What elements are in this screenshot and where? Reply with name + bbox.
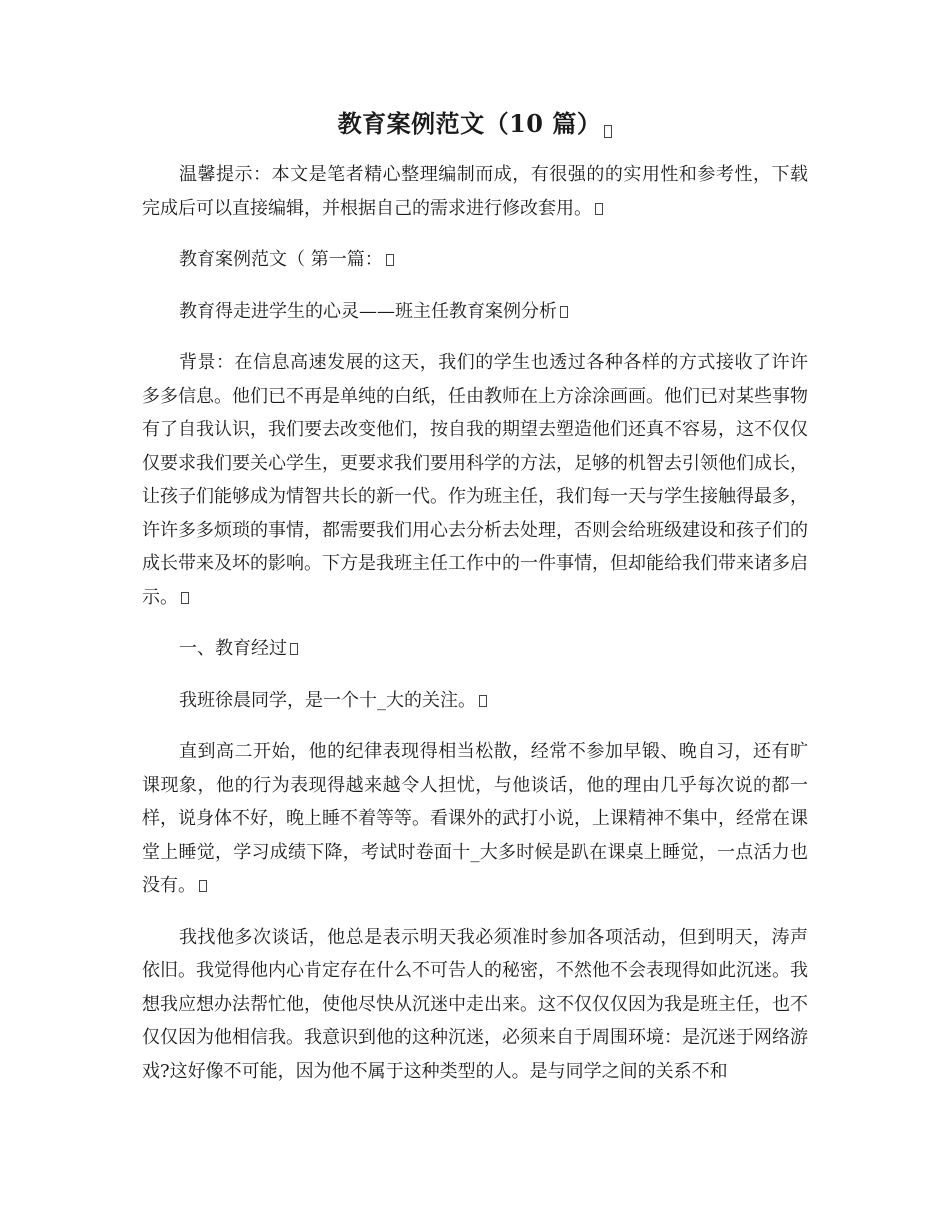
- document-title: [0, 104, 950, 139]
- paragraph-mark-icon: [479, 695, 487, 707]
- paragraph-mark-icon: [199, 880, 207, 892]
- paragraph-mark-icon: [386, 254, 394, 266]
- talk-paragraph: 我找他多次谈话，他总是表示明天我必须准时参加各项活动，但到明天，涛声依旧。我觉得他内心肯定存在什么不可告人的秘密，不然他不会表现得如此沉迷。我想我应想办法帮忙他，使他尽快从沉迷中走出来。这不仅仅仅因为我是班主任，也不仅仅因为他相信我。我意识到他的这种沉迷，必须来自于周围环境：是沉迷于网络游戏?这好像不可能，因为他不属于这种类型的人。是与同学之间的关系不和: [142, 926, 808, 1082]
- paragraph-mark-icon: [290, 643, 298, 655]
- student-intro-paragraph: 我班徐晨同学，是一个十_大的关注。: [142, 684, 808, 718]
- paragraph-mark-icon: [604, 125, 612, 138]
- background-paragraph: 背景：在信息高速发展的这天，我们的学生也透过各种各样的方式接收了许许多多信息。他们已不再是单纯的白纸，任由教师在上方涂涂画画。他们已对某些事物有了自我认识，我们要去改变他们，按自我的期望去塑造他们还真不容易，这不仅仅仅要求我们要关心学生，更要求我们要用科学的方法，足够的机智去引领他们成长，让孩子们能够成为情智共长的新一代。作为班主任，我们每一天与学生接触得最多，许许多多烦琐的事情，都需要我们用心去分析去处理，否则会给班级建设和孩子们的成长带来及坏的影响。下方是我班主任工作中的一件事情，但却能给我们带来诸多启示。: [142, 352, 808, 608]
- article-title: 教育得走进学生的心灵——班主任教育案例分析: [142, 295, 808, 329]
- intro-paragraph: 温馨提示：本文是笔者精心整理编制而成，有很强的的实用性和参考性，下载完成后可以直接编辑，并根据自己的需求进行修改套用。: [142, 164, 808, 219]
- document-title-text: 教育案例范文（10 篇）: [337, 109, 602, 138]
- section-heading-first: 教育案例范文（ 第一篇：: [142, 243, 808, 277]
- behavior-paragraph: 直到高二开始，他的纪律表现得相当松散，经常不参加早锻、晚自习，还有旷课现象，他的行为表现得越来越令人担忧，与他谈话，他的理由几乎每次说的都一样，说身体不好，晚上睡不着等等。看课外的武打小说，上课精神不集中，经常在课堂上睡觉，学习成绩下降，考试时卷面十_大多时候是趴在课桌上睡觉，一点活力也没有。: [142, 741, 808, 896]
- paragraph-mark-icon: [595, 203, 603, 215]
- section-heading-process: 一、教育经过: [142, 632, 808, 666]
- paragraph-mark-icon: [560, 306, 568, 318]
- document-body: [142, 158, 808, 1106]
- paragraph-mark-icon: [181, 592, 189, 604]
